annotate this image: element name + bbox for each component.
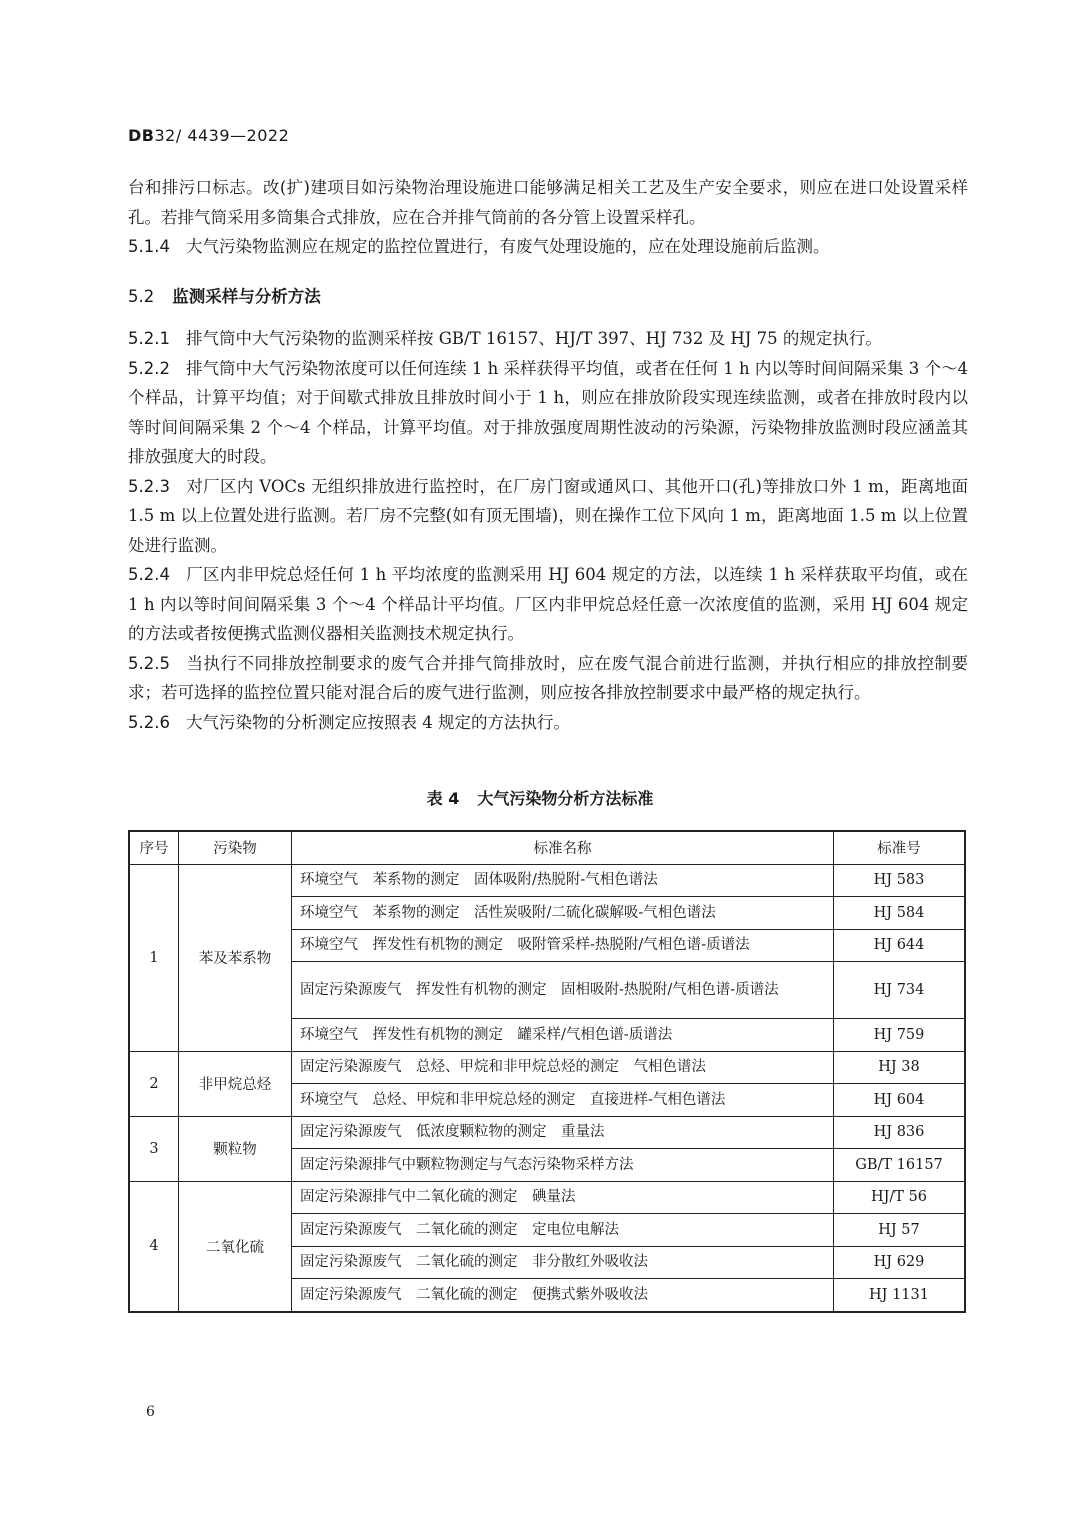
standard-name: 固定污染源排气中二氧化硫的测定 碘量法 <box>292 1181 834 1214</box>
intro-block <box>128 173 968 262</box>
group-pollutant: 苯及苯系物 <box>179 864 292 1051</box>
standard-name: 固定污染源废气 二氧化硫的测定 非分散红外吸收法 <box>292 1246 834 1279</box>
standard-code: HJ/T 56 <box>834 1181 966 1214</box>
clause-number: 5.2.2 <box>128 358 170 378</box>
document-code <box>128 126 289 145</box>
header-pollutant: 污染物 <box>179 831 292 864</box>
clause-text: 厂区内非甲烷总烃任何 1 h 平均浓度的监测采用 HJ 604 规定的方法，以连续 1 h 采样获取平均值，或在 1 h 内以等时间间隔采集 3 个～4 个样品计平均值。厂区内非甲烷总烃任意一次浓度值的监测，采用 HJ 604 规定的方法或者按便携式监测仪器相关监测技术规定执行。 <box>128 565 968 643</box>
clause-5-2-6 <box>128 708 968 738</box>
group-index: 3 <box>129 1116 179 1181</box>
clause-number: 5.1.4 <box>128 237 170 256</box>
table-header-row <box>129 831 965 864</box>
group-pollutant: 非甲烷总烃 <box>179 1051 292 1116</box>
clause-text: 排气筒中大气污染物的监测采样按 GB/T 16157、HJ/T 397、HJ 732 及 HJ 75 的规定执行。 <box>185 329 882 348</box>
standard-name: 环境空气 挥发性有机物的测定 罐采样/气相色谱-质谱法 <box>292 1019 834 1052</box>
clauses-block <box>128 324 968 737</box>
standard-code: HJ 629 <box>834 1246 966 1279</box>
clause-text: 对厂区内 VOCs 无组织排放进行监控时，在厂房门窗或通风口、其他开口(孔)等排放口外 1 m，距离地面 1.5 m 以上位置处进行监测。若厂房不完整(如有顶无围墙)，则在操作工位下风向 1 m，距离地面 1.5 m 以上位置处进行监测。 <box>128 476 968 555</box>
intro-paragraph: 台和排污口标志。改(扩)建项目如污染物治理设施进口能够满足相关工艺及生产安全要求，则应在进口处设置采样孔。若排气筒采用多筒集合式排放，应在合并排气筒前的各分管上设置采样孔。 <box>128 178 968 227</box>
clause-5-2-5 <box>128 649 968 708</box>
header-standard-name: 标准名称 <box>292 831 834 864</box>
clause-number: 5.2.6 <box>128 712 170 732</box>
clause-5-2-4 <box>128 560 968 649</box>
standard-code: HJ 734 <box>834 962 966 1019</box>
standard-code: HJ 584 <box>834 897 966 930</box>
group-pollutant: 颗粒物 <box>179 1116 292 1181</box>
standard-name: 固定污染源排气中颗粒物测定与气态污染物采样方法 <box>292 1149 834 1182</box>
standard-name: 环境空气 苯系物的测定 固体吸附/热脱附-气相色谱法 <box>292 864 834 897</box>
clause-number: 5.2.1 <box>128 329 170 348</box>
header-index: 序号 <box>129 831 179 864</box>
standard-code: HJ 836 <box>834 1116 966 1149</box>
table-caption <box>0 786 1080 809</box>
standard-code: HJ 604 <box>834 1084 966 1117</box>
clause-number: 5.2.3 <box>128 476 170 496</box>
standard-name: 固定污染源废气 低浓度颗粒物的测定 重量法 <box>292 1116 834 1149</box>
standard-code: HJ 1131 <box>834 1279 966 1312</box>
standard-code: HJ 38 <box>834 1051 966 1084</box>
clause-5-2-3 <box>128 472 968 561</box>
table-row <box>129 1116 965 1149</box>
standard-name: 固定污染源废气 二氧化硫的测定 便携式紫外吸收法 <box>292 1279 834 1312</box>
standard-name: 固定污染源废气 二氧化硫的测定 定电位电解法 <box>292 1214 834 1247</box>
standard-code: GB/T 16157 <box>834 1149 966 1182</box>
group-index: 4 <box>129 1181 179 1312</box>
group-index: 1 <box>129 864 179 1051</box>
standard-name: 环境空气 总烃、甲烷和非甲烷总烃的测定 直接进样-气相色谱法 <box>292 1084 834 1117</box>
standard-code: HJ 57 <box>834 1214 966 1247</box>
section-number: 5.2 <box>128 287 155 306</box>
table-row <box>129 864 965 897</box>
document-code-number: 32/ 4439—2022 <box>154 126 290 145</box>
standard-name: 环境空气 挥发性有机物的测定 吸附管采样-热脱附/气相色谱-质谱法 <box>292 929 834 962</box>
standard-name: 环境空气 苯系物的测定 活性炭吸附/二硫化碳解吸-气相色谱法 <box>292 897 834 930</box>
table-row <box>129 1181 965 1214</box>
clause-5-2-1 <box>128 324 968 354</box>
standard-code: HJ 759 <box>834 1019 966 1052</box>
standard-name: 固定污染源废气 总烃、甲烷和非甲烷总烃的测定 气相色谱法 <box>292 1051 834 1084</box>
section-heading <box>128 283 321 307</box>
clause-text: 排气筒中大气污染物浓度可以任何连续 1 h 采样获得平均值，或者在任何 1 h 内以等时间间隔采集 3 个～4 个样品，计算平均值；对于间歇式排放且排放时间小于 1 h，则应在排放阶段实现连续监测，或者在排放时段内以等时间间隔采集 2 个～4 个样品，计算平均值。对于排放强度周期性波动的污染源，污染物排放监测时段应涵盖其排放强度大的时段。 <box>128 358 968 466</box>
table-title: 大气污染物分析方法标准 <box>477 789 654 808</box>
clause-number: 5.2.4 <box>128 565 170 584</box>
clause-text: 大气污染物监测应在规定的监控位置进行，有废气处理设施的，应在处理设施前后监测。 <box>185 237 830 256</box>
standard-code: HJ 583 <box>834 864 966 897</box>
document-code-prefix: DB <box>128 126 155 145</box>
standard-name: 固定污染源废气 挥发性有机物的测定 固相吸附-热脱附/气相色谱-质谱法 <box>292 962 834 1019</box>
page-number: 6 <box>146 1404 155 1420</box>
clause-5-2-2 <box>128 354 968 472</box>
header-standard-code: 标准号 <box>834 831 966 864</box>
clause-text: 当执行不同排放控制要求的废气合并排气筒排放时，应在废气混合前进行监测，并执行相应的排放控制要求；若可选择的监控位置只能对混合后的废气进行监测，则应按各排放控制要求中最严格的规定执行。 <box>128 653 968 702</box>
section-title: 监测采样与分析方法 <box>172 287 321 306</box>
clause-text: 大气污染物的分析测定应按照表 4 规定的方法执行。 <box>185 712 570 732</box>
table-row <box>129 1051 965 1084</box>
group-index: 2 <box>129 1051 179 1116</box>
standards-table <box>128 830 966 1313</box>
table-number: 表 4 <box>426 789 460 808</box>
standard-code: HJ 644 <box>834 929 966 962</box>
clause-number: 5.2.5 <box>128 653 170 673</box>
group-pollutant: 二氧化硫 <box>179 1181 292 1312</box>
clause-5-1-4 <box>128 232 968 262</box>
